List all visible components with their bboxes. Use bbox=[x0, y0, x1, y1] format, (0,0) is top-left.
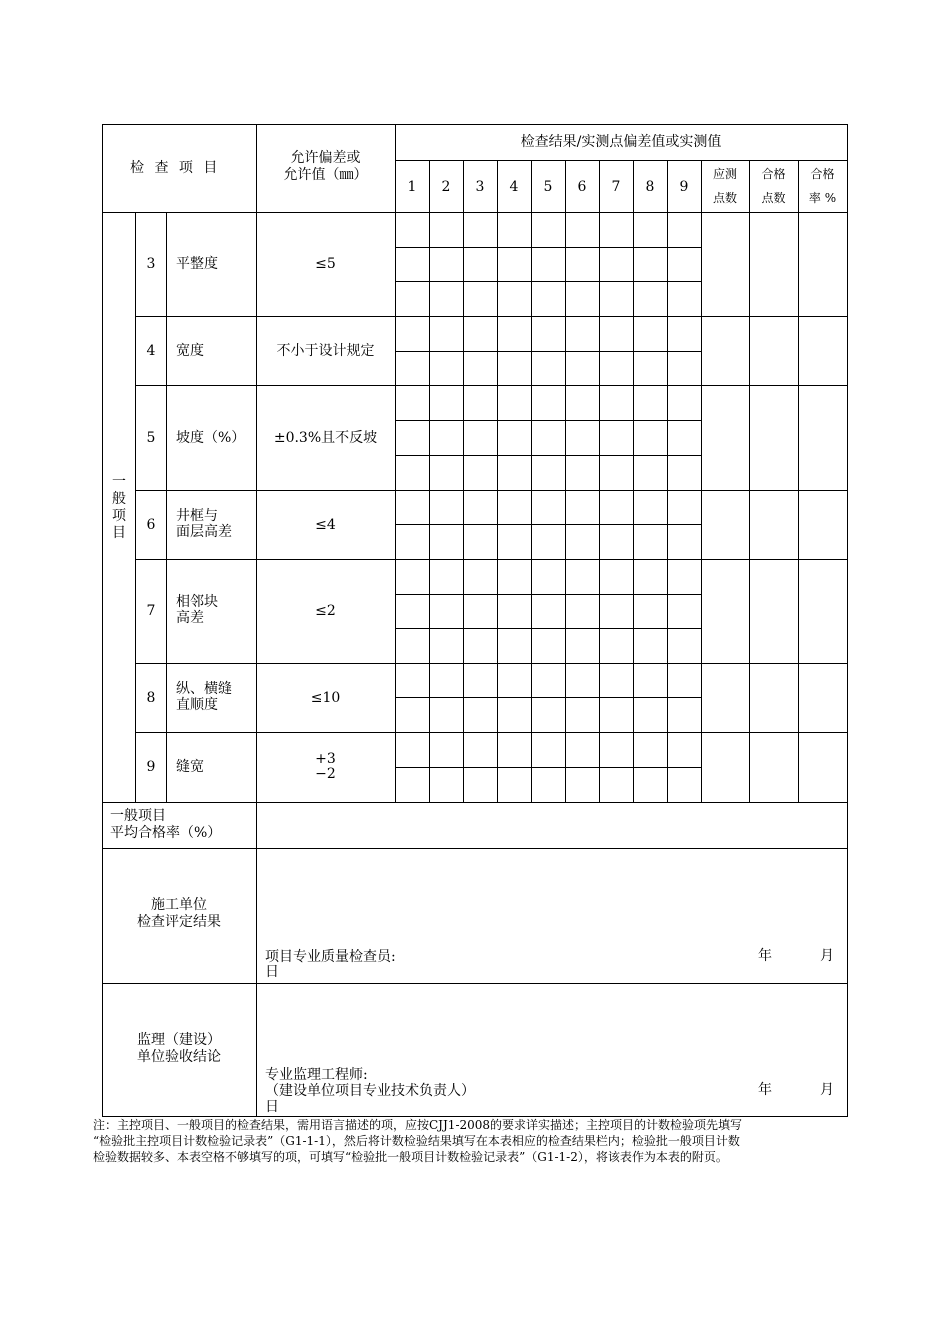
allow-column-rule bbox=[256, 124, 257, 849]
group-bottom-rule bbox=[102, 802, 848, 803]
row-allowance: ≤10 bbox=[310, 689, 341, 706]
row-allowance: +3 bbox=[315, 751, 336, 767]
measure-sub-rule bbox=[395, 524, 702, 525]
row-number: 8 bbox=[146, 689, 156, 706]
row-allowance: ≤4 bbox=[315, 516, 336, 533]
should-test-rule bbox=[749, 160, 750, 803]
supervision-day: 日 bbox=[265, 1099, 279, 1115]
header-should-test-1: 应测 bbox=[712, 167, 737, 181]
row-separator bbox=[135, 732, 848, 733]
supervision-month: 月 bbox=[820, 1082, 834, 1098]
header-point-2: 2 bbox=[441, 179, 451, 195]
measure-sub-rule bbox=[395, 767, 702, 768]
header-results: 检查结果/实测点偏差值或实测值 bbox=[520, 134, 722, 150]
construction-label-1: 施工单位 bbox=[151, 897, 207, 913]
row-item-name: 纵、横缝 bbox=[176, 680, 232, 697]
supervision-divider bbox=[256, 983, 257, 1117]
group-label: 一般项目 bbox=[112, 474, 126, 541]
footnote bbox=[93, 1117, 863, 1165]
row-number: 3 bbox=[146, 256, 156, 272]
results-left-rule bbox=[395, 124, 396, 803]
table-left-border bbox=[102, 124, 103, 1117]
row-allowance: 不小于设计规定 bbox=[276, 342, 375, 359]
point-column-rule bbox=[463, 160, 464, 803]
supervision-label-1: 监理（建设） bbox=[137, 1032, 221, 1048]
row-item-name: 平整度 bbox=[176, 256, 218, 272]
measure-sub-rule bbox=[395, 697, 702, 698]
construction-divider bbox=[256, 848, 257, 984]
footnote-line-2: “检验批主控项目计数检验记录表”（G1-1-1），然后将计数检验结果填写在本表相应的检查结果栏内；检验批一般项目计数 bbox=[93, 1134, 740, 1148]
row-item-name-2: 直顺度 bbox=[176, 696, 218, 713]
number-column-rule bbox=[166, 212, 167, 803]
row-separator bbox=[135, 316, 848, 317]
construction-bottom-rule bbox=[102, 983, 848, 984]
row-number: 5 bbox=[146, 429, 156, 446]
header-bottom-rule bbox=[102, 212, 848, 213]
point-column-rule bbox=[701, 160, 702, 803]
header-pass-rate-2: 率 % bbox=[808, 191, 837, 205]
measure-sub-rule bbox=[395, 594, 702, 595]
row-allowance-2: −2 bbox=[315, 766, 336, 782]
row-separator bbox=[135, 559, 848, 560]
group-column-rule bbox=[135, 212, 136, 803]
header-item-column: 检 查 项 目 bbox=[130, 160, 221, 176]
row-number: 7 bbox=[146, 603, 156, 619]
row-item-name: 缝宽 bbox=[176, 759, 204, 775]
row-separator bbox=[135, 490, 848, 491]
header-point-5: 5 bbox=[543, 179, 553, 195]
supervision-year: 年 bbox=[758, 1082, 772, 1098]
header-should-test-2: 点数 bbox=[712, 191, 737, 205]
row-allowance: ±0.3%且不反坡 bbox=[273, 429, 378, 446]
header-pass-rate-1: 合格 bbox=[810, 167, 835, 181]
construction-inspector: 项目专业质量检查员: bbox=[265, 949, 396, 965]
header-point-3: 3 bbox=[475, 179, 485, 195]
measure-sub-rule bbox=[395, 628, 702, 629]
avg-rate-bottom-rule bbox=[102, 848, 848, 849]
header-allow-line1: 允许偏差或 bbox=[290, 150, 361, 166]
header-point-1: 1 bbox=[407, 179, 417, 195]
point-column-rule bbox=[599, 160, 600, 803]
header-point-4: 4 bbox=[509, 179, 519, 195]
row-number: 6 bbox=[146, 516, 156, 533]
point-column-rule bbox=[429, 160, 430, 803]
measure-sub-rule bbox=[395, 420, 702, 421]
point-column-rule bbox=[565, 160, 566, 803]
measure-sub-rule bbox=[395, 351, 702, 352]
row-item-name: 井框与 bbox=[176, 507, 218, 524]
row-separator bbox=[135, 663, 848, 664]
row-allowance: ≤5 bbox=[315, 256, 336, 272]
measure-sub-rule bbox=[395, 455, 702, 456]
point-column-rule bbox=[667, 160, 668, 803]
avg-rate-line2: 平均合格率（%） bbox=[110, 825, 222, 841]
measure-sub-rule bbox=[395, 247, 702, 248]
supervision-engineer: 专业监理工程师: bbox=[265, 1067, 368, 1083]
construction-day: 日 bbox=[265, 964, 279, 980]
header-pass-points-2: 点数 bbox=[761, 191, 786, 205]
point-column-rule bbox=[531, 160, 532, 803]
footnote-line-1: 注：主控项目、一般项目的检查结果，需用语言描述的项，应按CJJ1-2008的要求详实描述；主控项目的计数检验项先填写 bbox=[93, 1118, 743, 1132]
supervision-label-2: 单位验收结论 bbox=[137, 1049, 221, 1065]
header-point-8: 8 bbox=[645, 179, 655, 195]
row-number: 4 bbox=[146, 342, 156, 359]
construction-month: 月 bbox=[820, 948, 834, 964]
pass-points-rule bbox=[798, 160, 799, 803]
point-column-rule bbox=[497, 160, 498, 803]
row-separator bbox=[135, 385, 848, 386]
row-item-name: 坡度（%） bbox=[176, 429, 246, 446]
row-item-name-2: 面层高差 bbox=[176, 523, 232, 540]
avg-rate-line1: 一般项目 bbox=[110, 808, 166, 824]
header-point-9: 9 bbox=[679, 179, 689, 195]
row-item-name: 宽度 bbox=[176, 342, 204, 359]
point-column-rule bbox=[633, 160, 634, 803]
construction-label-2: 检查评定结果 bbox=[137, 914, 221, 930]
header-allow-line2: 允许值（㎜） bbox=[283, 167, 368, 183]
construction-year: 年 bbox=[758, 948, 772, 964]
footnote-line-3: 检验数据较多、本表空格不够填写的项，可填写“检验批一般项目计数检验记录表”（G1-1-2），将该表作为本表的附页。 bbox=[93, 1150, 728, 1164]
table-right-border bbox=[847, 124, 848, 1117]
row-item-name: 相邻块 bbox=[176, 594, 218, 610]
row-number: 9 bbox=[146, 759, 156, 775]
header-pass-points-1: 合格 bbox=[761, 167, 786, 181]
row-item-name-2: 高差 bbox=[176, 610, 204, 626]
measure-sub-rule bbox=[395, 281, 702, 282]
header-point-6: 6 bbox=[577, 179, 587, 195]
row-allowance: ≤2 bbox=[315, 603, 336, 619]
table-top-border bbox=[102, 124, 848, 125]
header-point-7: 7 bbox=[611, 179, 621, 195]
supervision-engineer-2: （建设单位项目专业技术负责人） bbox=[265, 1083, 475, 1099]
